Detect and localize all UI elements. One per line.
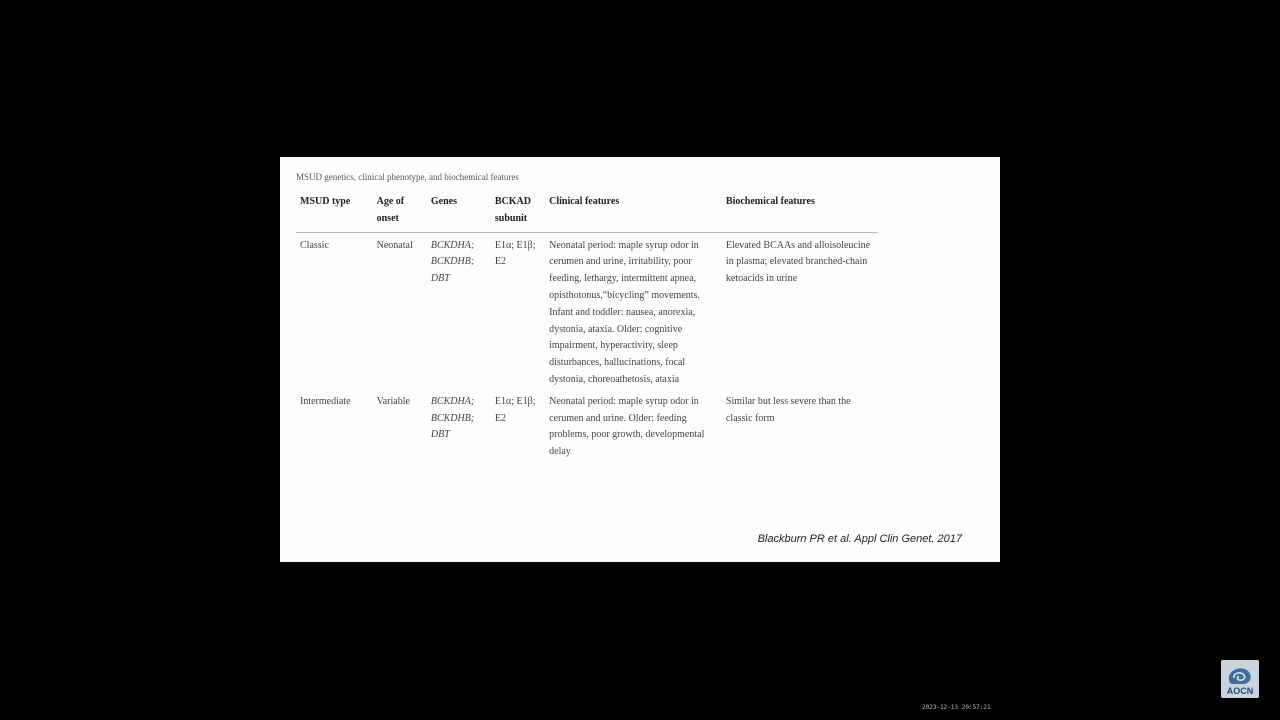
gene-name: BCKDHA; [430,395,475,407]
cell-onset: Neonatal [376,239,413,251]
header-clinical-features: Clinical features [545,193,722,232]
citation: Blackburn PR et al. Appl Clin Genet. 2017 [757,533,962,545]
msud-table [296,193,878,461]
gene-name: BCKDHB; [430,412,475,424]
cell-subunit: E1α; E1β; E2 [494,239,536,268]
table-row [296,232,878,389]
brain-spiral-icon [1221,660,1259,698]
header-age-of-onset: Age of onset [373,193,427,232]
cell-clinical: Neonatal period: maple syrup odor in cerumen and urine. Older: feeding problems, poor growth, developmental delay [549,395,705,458]
logo-text: AOCN [1226,686,1254,696]
header-bckad-subunit: BCKAD subunit [491,193,545,232]
table-caption: MSUD genetics, clinical phenotype, and biochemical features [296,172,519,182]
slide [280,157,1000,562]
aocn-logo [1221,660,1259,698]
cell-subunit: E1α; E1β; E2 [494,395,536,424]
cell-clinical: Neonatal period: maple syrup odor in cerumen and urine, irritability, poor feeding, lethargy, intermittent apnea, opisthotonus,“bicycling” movements. Infant and toddler: nausea, anorexia, dystonia, ataxia. Older: cognitive impairment, hyperactivity, sleep disturbances, hallucinations, focal dystonia, choreoathetosis, ataxia [549,239,700,385]
cell-biochemical: Elevated BCAAs and alloisoleucine in plasma; elevated branched-chain ketoacids in urine [725,239,871,285]
timestamp: 2023-12-13 20:57:21 [922,704,991,711]
gene-name: DBT [430,273,450,285]
header-biochemical-features: Biochemical features [722,193,878,232]
gene-name: BCKDHA; [430,239,475,251]
cell-type: Classic [300,239,329,251]
cell-onset: Variable [376,395,410,407]
cell-genes [427,389,491,461]
gene-name: BCKDHB; [430,256,475,268]
cell-biochemical: Similar but less severe than the classic form [725,395,851,424]
cell-type: Intermediate [300,395,351,407]
cell-genes [427,232,491,389]
gene-name: DBT [430,429,450,441]
table-header-row [296,193,878,232]
header-msud-type: MSUD type [296,193,373,232]
table-row [296,389,878,461]
header-genes: Genes [427,193,491,232]
